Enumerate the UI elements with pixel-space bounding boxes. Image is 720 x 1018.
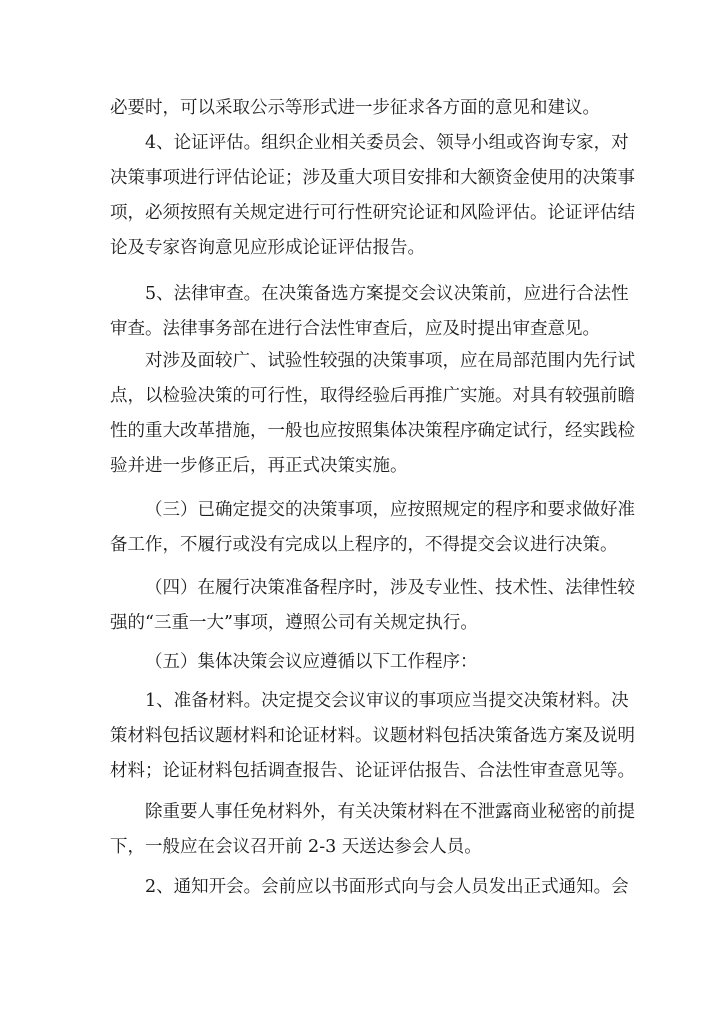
text-line: 备工作，不履行或没有完成以上程序的，不得提交会议进行决策。 bbox=[110, 535, 618, 555]
text-line: 强的“三重一大”事项，遵照公司有关规定执行。 bbox=[110, 613, 478, 633]
text-line: 审查。法律事务部在进行合法性审查后，应及时提出审查意见。 bbox=[110, 319, 600, 339]
text-line: 决策事项进行评估论证；涉及重大项目安排和大额资金使用的决策事 bbox=[110, 168, 635, 188]
text-line: 点，以检验决策的可行性，取得经验后再推广实施。对具有较强前瞻 bbox=[110, 386, 635, 406]
text-line: 2、通知开会。会前应以书面形式向与会人员发出正式通知。会 bbox=[145, 877, 629, 897]
text-line: 对涉及面较广、试验性较强的决策事项，应在局部范围内先行试 bbox=[145, 351, 635, 371]
text-line: 4、论证评估。组织企业相关委员会、领导小组或咨询专家，对 bbox=[145, 133, 629, 153]
text-line: 5、法律审查。在决策备选方案提交会议决策前，应进行合法性 bbox=[145, 284, 629, 304]
text-line: 必要时，可以采取公示等形式进一步征求各方面的意见和建议。 bbox=[110, 98, 600, 118]
text-line: 材料；论证材料包括调查报告、论证评估报告、合法性审查意见等。 bbox=[110, 761, 635, 781]
text-line: 项，必须按照有关规定进行可行性研究论证和风险评估。论证评估结 bbox=[110, 203, 635, 223]
text-line: （五）集体决策会议应遵循以下工作程序： bbox=[145, 652, 478, 672]
text-line: 性的重大改革措施，一般也应按照集体决策程序确定试行，经实践检 bbox=[110, 421, 635, 441]
text-line: （四）在履行决策准备程序时，涉及专业性、技术性、法律性较 bbox=[145, 578, 635, 598]
text-line: 策材料包括议题材料和论证材料。议题材料包括决策备选方案及说明 bbox=[110, 726, 635, 746]
text-line: 1、准备材料。决定提交会议审议的事项应当提交决策材料。决 bbox=[145, 691, 629, 711]
text-line: 验并进一步修正后，再正式决策实施。 bbox=[110, 456, 408, 476]
text-line: 除重要人事任免材料外，有关决策材料在不泄露商业秘密的前提 bbox=[145, 802, 635, 822]
text-line: 下，一般应在会议召开前 2-3 天送达参会人员。 bbox=[110, 837, 482, 857]
text-line: （三）已确定提交的决策事项，应按照规定的程序和要求做好准 bbox=[145, 500, 635, 520]
text-line: 论及专家咨询意见应形成论证评估报告。 bbox=[110, 238, 425, 258]
